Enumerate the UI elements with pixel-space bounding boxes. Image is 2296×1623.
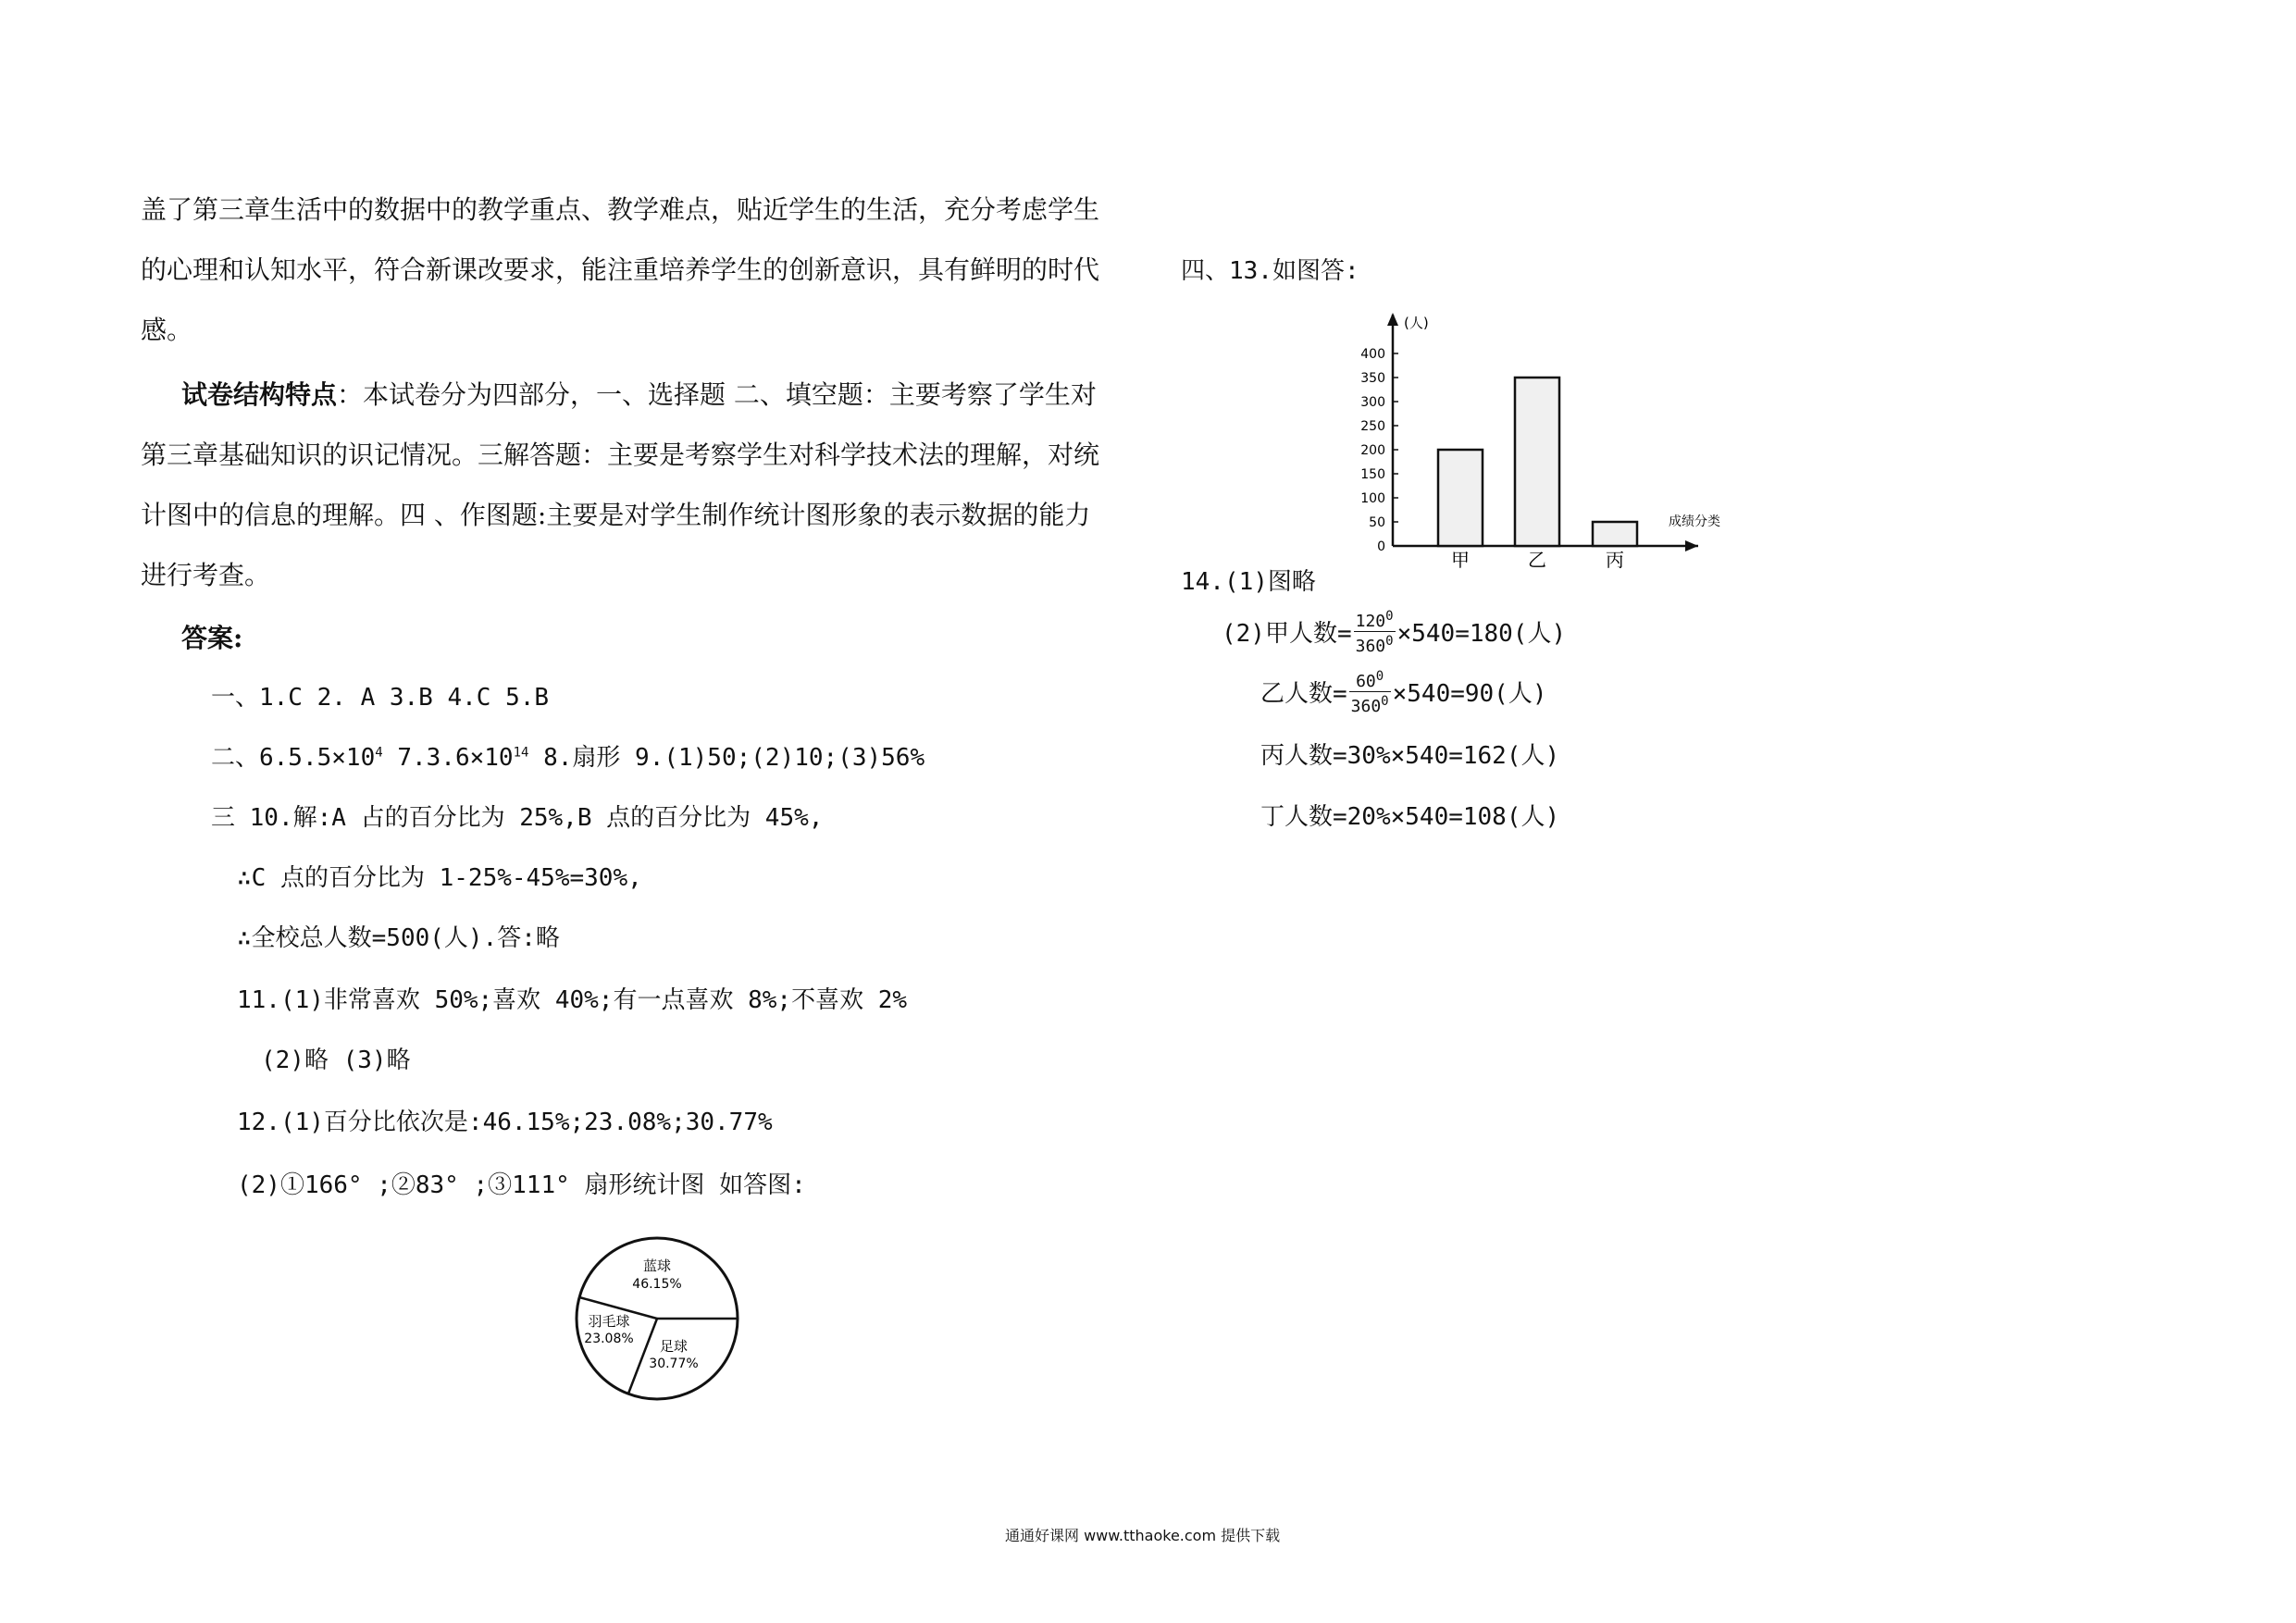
y-tick-label: 400: [1360, 347, 1385, 362]
y-tick-label: 150: [1360, 467, 1385, 482]
answers-section-1: 一、1.C 2. A 3.B 4.C 5.B: [211, 684, 550, 712]
fraction-yi-denominator: 360: [1350, 697, 1382, 716]
pie-pct-lanqiu: 46.15%: [632, 1277, 682, 1292]
answer-14-line-3: [1260, 667, 1547, 716]
pie-pct-zuqiu: 30.77%: [649, 1357, 699, 1371]
degree-sup: 0: [1385, 609, 1394, 624]
answer-11-line-1: 11.(1)非常喜欢 50%;喜欢 40%;有一点喜欢 8%;不喜欢 2%: [237, 986, 908, 1014]
answer-14-jia-result: ×540=180(人): [1396, 620, 1567, 648]
fraction-jia-numerator: 120: [1355, 612, 1386, 631]
answer-14-yi-result: ×540=90(人): [1392, 680, 1547, 708]
answer-11-line-2: (2)略 (3)略: [261, 1047, 411, 1074]
fraction-jia: [1354, 607, 1396, 656]
x-tick-label: 甲: [1451, 549, 1470, 571]
answer-14-jia-label: (2)甲人数=: [1222, 620, 1352, 648]
pie-label-yumaoqiu: 羽毛球: [588, 1313, 630, 1330]
answer-14-yi-label: 乙人数=: [1260, 680, 1347, 708]
intro-line-1: 盖了第三章生活中的数据中的教学重点、教学难点，贴近学生的生活，充分考虑学生: [141, 194, 1100, 225]
y-axis-label: (人): [1404, 315, 1429, 331]
answer-13: 四、13.如图答:: [1181, 257, 1359, 285]
x-axis-arrow: [1685, 540, 1698, 551]
structure-line-1-text: ：本试卷分为四部分，一、选择题 二、填空题：主要考察了学生对: [337, 379, 1097, 410]
structure-line-1: [181, 375, 1097, 412]
y-tick-label: 200: [1360, 443, 1385, 458]
answer-7: 7.3.6×10: [382, 744, 514, 772]
y-tick-label: 50: [1369, 515, 1385, 530]
fraction-yi: [1349, 667, 1391, 716]
pie-chart: [565, 1226, 750, 1411]
answer-12-line-1: 12.(1)百分比依次是:46.15%;23.08%;30.77%: [237, 1109, 773, 1136]
y-tick-label: 0: [1377, 539, 1385, 554]
answer-7-exponent: 14: [513, 745, 529, 761]
x-tick-label: 丙: [1606, 549, 1624, 571]
x-tick-label: 乙: [1528, 549, 1546, 571]
degree-sup: 0: [1375, 669, 1384, 684]
degree-sup: 0: [1381, 694, 1389, 709]
pie-label-lanqiu: 蓝球: [642, 1258, 672, 1274]
bar-1: [1515, 378, 1559, 546]
x-axis-label: 成绩分类: [1669, 514, 1720, 529]
answers-section-2: [211, 738, 925, 773]
structure-line-2: 第三章基础知识的识记情况。三解答题：主要是考察学生对科学技术法的理解，对统: [141, 440, 1100, 470]
pie-pct-yumaoqiu: 23.08%: [584, 1332, 634, 1346]
y-tick-label: 100: [1360, 491, 1385, 506]
answer-14-line-5: 丁人数=20%×540=108(人): [1260, 803, 1560, 831]
y-tick-label: 300: [1360, 395, 1385, 410]
fraction-jia-denominator: 360: [1355, 637, 1386, 656]
answer-12-line-2: (2)①166° ;②83° ;③111° 扇形统计图 如答图:: [237, 1171, 806, 1199]
fraction-yi-numerator: 60: [1356, 672, 1376, 691]
answer-14-line-2: [1222, 607, 1566, 656]
answer-6: 二、6.5.5×10: [211, 744, 376, 772]
degree-sup: 0: [1385, 634, 1394, 649]
answer-14-line-1: 14.(1)图略: [1181, 568, 1316, 596]
bar-0: [1438, 450, 1483, 546]
answer-6-exponent: 4: [375, 745, 383, 761]
structure-line-4: 进行考查。: [141, 560, 271, 590]
y-axis-arrow: [1387, 313, 1398, 326]
answer-10-line-2: ∴C 点的百分比为 1-25%-45%=30%,: [237, 864, 642, 892]
answer-14-line-4: 丙人数=30%×540=162(人): [1260, 742, 1560, 770]
answer-8-9: 8.扇形 9.(1)50;(2)10;(3)56%: [528, 744, 925, 772]
intro-line-2: 的心理和认知水平，符合新课改要求，能注重培养学生的创新意识，具有鲜明的时代: [141, 254, 1100, 285]
structure-heading: 试卷结构特点: [181, 379, 338, 410]
intro-line-3: 感。: [141, 315, 193, 345]
answer-10-line-3: ∴全校总人数=500(人).答:略: [237, 924, 560, 952]
structure-line-3: 计图中的信息的理解。四 、作图题:主要是对学生制作统计图形象的表示数据的能力: [141, 500, 1091, 530]
y-tick-label: 250: [1360, 419, 1385, 434]
pie-label-zuqiu: 足球: [659, 1338, 689, 1355]
bar-2: [1593, 522, 1637, 546]
y-tick-label: 350: [1360, 371, 1385, 386]
answers-heading: 答案:: [181, 623, 243, 653]
bar-chart: [1347, 305, 1754, 574]
footer-text: 通通好课网 www.tthaoke.com 提供下载: [1005, 1527, 1281, 1544]
answer-10-line-1: 三 10.解:A 占的百分比为 25%,B 点的百分比为 45%,: [211, 804, 824, 832]
